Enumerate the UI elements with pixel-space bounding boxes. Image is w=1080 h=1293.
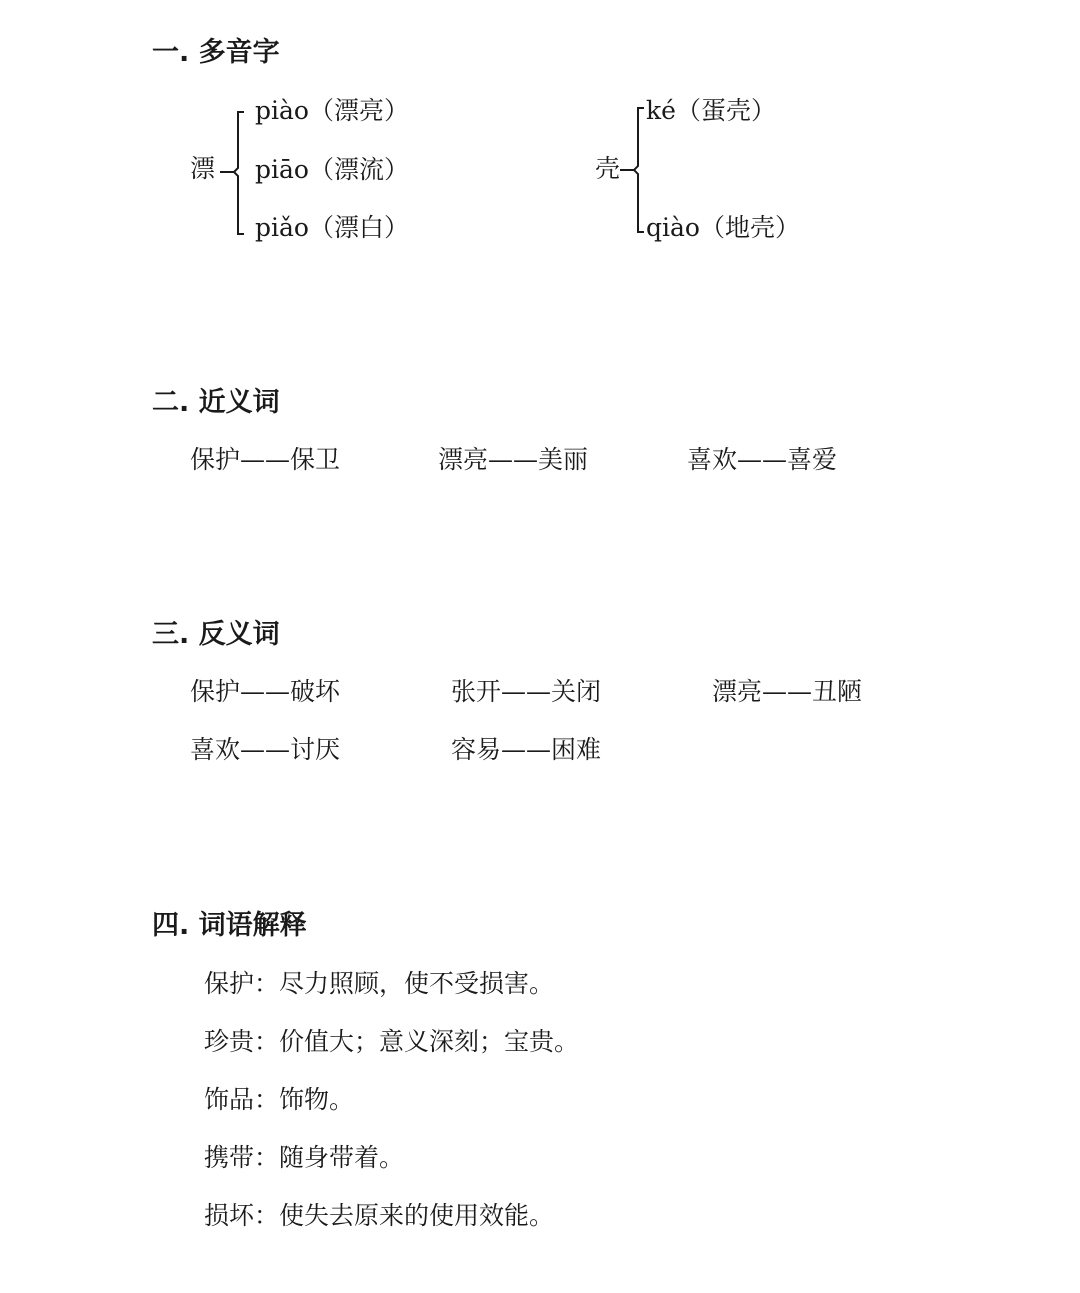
polyphone-reading: qiào（地壳）: [646, 213, 800, 242]
definition-item: 饰品：饰物。: [204, 1085, 355, 1114]
polyphone-character: 壳: [595, 154, 621, 183]
polyphone-character: 漂: [190, 154, 216, 183]
synonym-pair: 喜欢——喜爱: [687, 445, 838, 474]
definition-item: 保护：尽力照顾，使不受损害。: [204, 969, 555, 998]
section-title-synonyms: 二. 近义词: [152, 387, 280, 418]
definition-item: 珍贵：价值大；意义深刻；宝贵。: [204, 1027, 580, 1056]
antonym-pair: 容易——困难: [451, 735, 602, 764]
brace-bracket: [618, 104, 648, 238]
section-title-polyphones: 一. 多音字: [152, 37, 280, 68]
polyphone-reading: ké（蛋壳）: [646, 96, 776, 125]
section-title-antonyms: 三. 反义词: [152, 619, 280, 650]
section-title-definitions: 四. 词语解释: [152, 910, 307, 941]
synonym-pair: 保护——保卫: [190, 445, 341, 474]
antonym-pair: 保护——破坏: [190, 677, 341, 706]
polyphone-reading: piào（漂亮）: [255, 96, 409, 125]
antonym-pair: 漂亮——丑陋: [712, 677, 863, 706]
brace-bracket: [218, 108, 248, 240]
antonym-pair: 张开——关闭: [451, 677, 602, 706]
polyphone-reading: piāo（漂流）: [255, 155, 409, 184]
definition-item: 损坏：使失去原来的使用效能。: [204, 1201, 555, 1230]
polyphone-reading: piǎo（漂白）: [255, 213, 409, 242]
antonym-pair: 喜欢——讨厌: [190, 735, 341, 764]
definition-item: 携带：随身带着。: [204, 1143, 405, 1172]
synonym-pair: 漂亮——美丽: [438, 445, 589, 474]
